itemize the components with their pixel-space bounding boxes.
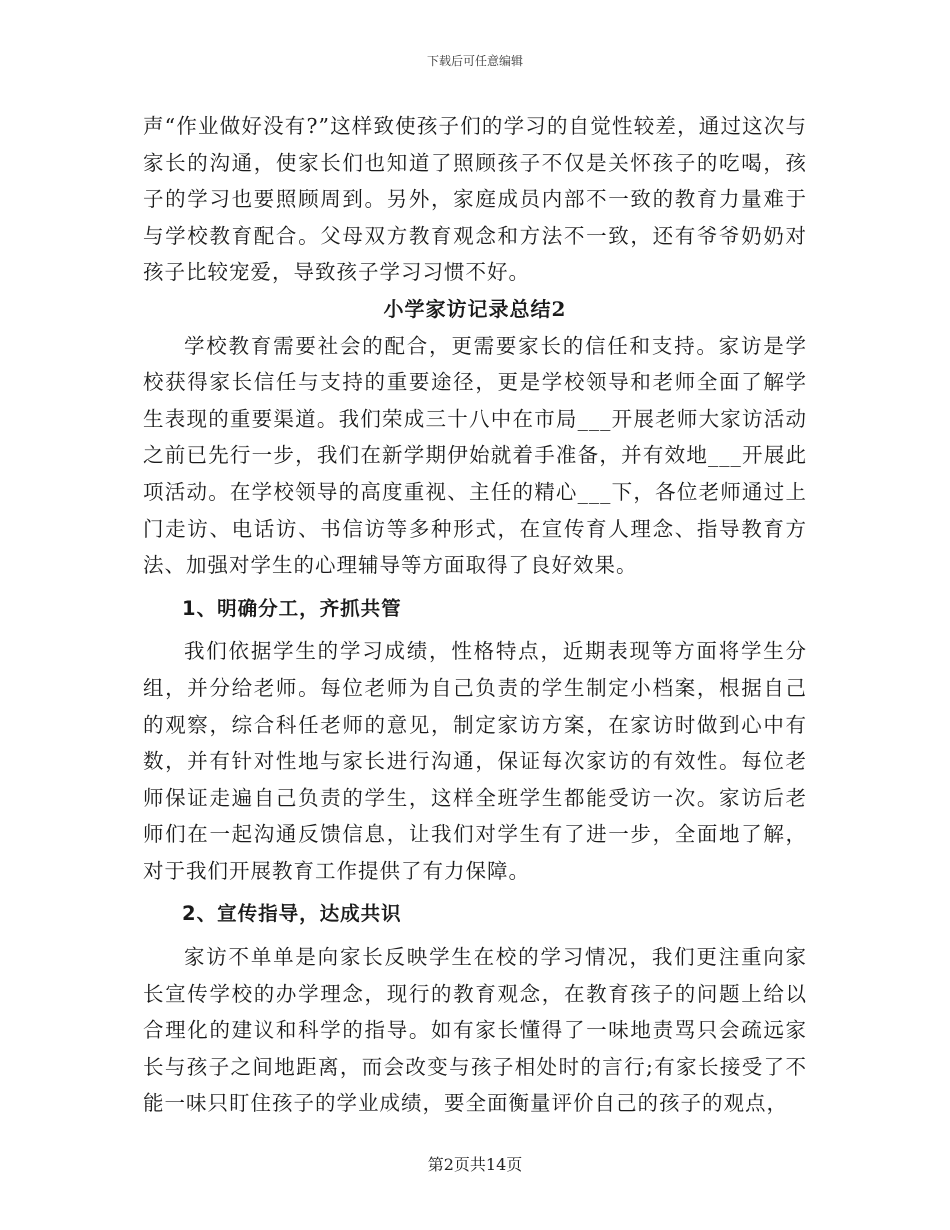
paragraph-intro: 学校教育需要社会的配合，更需要家长的信任和支持。家访是学校获得家长信任与支持的重要途径，更是学校领导和老师全面了解学生表现的重要渠道。我们荣成三十八中在市局___开展老师大家访活动之前已先行一步，我们在新学期伊始就着手准备，并有效地___开展此项活动。在学校领导的高度重视、主任的精心___下，各位老师通过上门走访、电话访、书信访等多种形式，在宣传育人理念、指导教育方法、加强对学生的心理辅导等方面取得了良好效果。 bbox=[143, 333, 807, 578]
page-number: 第2页共14页 bbox=[427, 1155, 523, 1174]
section-title: 小学家访记录总结2 bbox=[383, 296, 567, 321]
paragraph-1: 我们依据学生的学习成绩，性格特点，近期表现等方面将学生分组，并分给老师。每位老师为自己负责的学生制定小档案，根据自己的观察，综合科任老师的意见，制定家访方案，在家访时做到心中有数，并有针对性地与家长进行沟通，保证每次家访的有效性。每位老师保证走遍自己负责的学生，这样全班学生都能受访一次。家访后老师们在一起沟通反馈信息，让我们对学生有了进一步，全面地了解，对于我们开展教育工作提供了有力保障。 bbox=[143, 639, 807, 883]
paragraph-continued: 声“作业做好没有?”这样致使孩子们的学习的自觉性较差，通过这次与家长的沟通，使家长们也知道了照顾孩子不仅是关怀孩子的吃喝，孩子的学习也要照顾周到。另外，家庭成员内部不一致的教育力量难于与学校教育配合。父母双方教育观念和方法不一致，还有爷爷奶奶对孩子比较宠爱，导致孩子学习习惯不好。 bbox=[143, 114, 807, 285]
document-body bbox=[143, 108, 807, 1122]
heading-1: 1、明确分工，齐抓共管 bbox=[182, 596, 402, 620]
paragraph-2: 家访不单单是向家长反映学生在校的学习情况，我们更注重向家长宣传学校的办学理念，现行的教育观念，在教育孩子的问题上给以合理化的建议和科学的指导。如有家长懂得了一味地责骂只会疏远家长与孩子之间地距离，而会改变与孩子相处时的言行;有家长接受了不能一味只盯住孩子的学业成绩，要全面衡量评价自己的孩子的观点， bbox=[143, 945, 807, 1116]
page-header-note: 下载后可任意编辑 bbox=[426, 54, 523, 68]
heading-2: 2、宣传指导，达成共识 bbox=[182, 902, 402, 926]
